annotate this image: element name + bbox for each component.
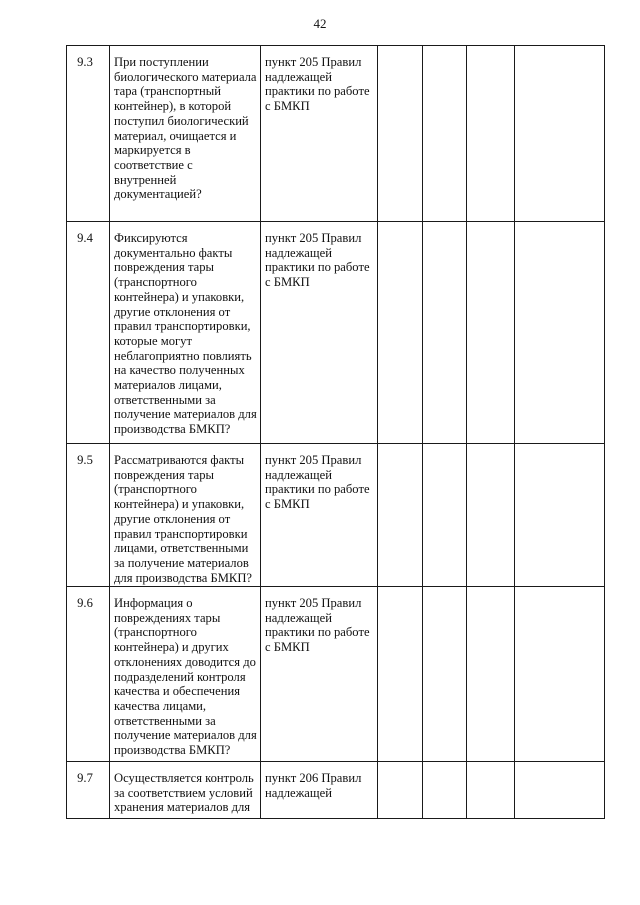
answer-cell-na <box>467 587 515 762</box>
notes-cell <box>515 444 605 587</box>
answer-cell-yes <box>378 587 423 762</box>
answer-cell-yes <box>378 444 423 587</box>
notes-cell <box>515 762 605 819</box>
item-number: 9.6 <box>67 587 110 762</box>
table-row <box>67 444 605 587</box>
answer-cell-yes <box>378 762 423 819</box>
item-number: 9.7 <box>67 762 110 819</box>
question-text: При поступлении биологического материала тара (транспортный контейнер), в которой поступил биологический материал, очищается и маркируется в соответствие с внутренней документацией? <box>110 46 261 222</box>
answer-cell-no <box>423 444 467 587</box>
notes-cell <box>515 46 605 222</box>
answer-cell-no <box>423 222 467 444</box>
regulation-reference: пункт 205 Правил надлежащей практики по работе с БМКП <box>261 587 378 762</box>
item-number: 9.5 <box>67 444 110 587</box>
table-row <box>67 222 605 444</box>
checklist-table <box>66 45 605 819</box>
regulation-reference: пункт 205 Правил надлежащей практики по работе с БМКП <box>261 444 378 587</box>
notes-cell <box>515 587 605 762</box>
notes-cell <box>515 222 605 444</box>
table-row <box>67 762 605 819</box>
table-row <box>67 587 605 762</box>
regulation-reference: пункт 205 Правил надлежащей практики по работе с БМКП <box>261 222 378 444</box>
item-number: 9.4 <box>67 222 110 444</box>
question-text: Фиксируются документально факты повреждения тары (транспортного контейнера) и упаковки, другие отклонения от правил транспортировки, которые могут неблагоприятно повлиять на качество полученных материалов лицами, ответственными за получение материалов для производства БМКП? <box>110 222 261 444</box>
item-number: 9.3 <box>67 46 110 222</box>
regulation-reference: пункт 206 Правил надлежащей <box>261 762 378 819</box>
question-text: Рассматриваются факты повреждения тары (транспортного контейнера) и упаковки, другие отклонения от правил транспортировки лицами, ответственными за получение материалов для производства БМКП? <box>110 444 261 587</box>
answer-cell-na <box>467 444 515 587</box>
answer-cell-yes <box>378 222 423 444</box>
regulation-reference: пункт 205 Правил надлежащей практики по работе с БМКП <box>261 46 378 222</box>
question-text: Осуществляется контроль за соответствием условий хранения материалов для <box>110 762 261 819</box>
answer-cell-no <box>423 587 467 762</box>
answer-cell-no <box>423 46 467 222</box>
answer-cell-yes <box>378 46 423 222</box>
answer-cell-no <box>423 762 467 819</box>
answer-cell-na <box>467 222 515 444</box>
answer-cell-na <box>467 762 515 819</box>
table-row <box>67 46 605 222</box>
question-text: Информация о повреждениях тары (транспортного контейнера) и других отклонениях доводится до подразделений контроля качества и обеспечения качества лицами, ответственными за получение материалов для производства БМКП? <box>110 587 261 762</box>
page-number: 42 <box>313 16 327 31</box>
answer-cell-na <box>467 46 515 222</box>
